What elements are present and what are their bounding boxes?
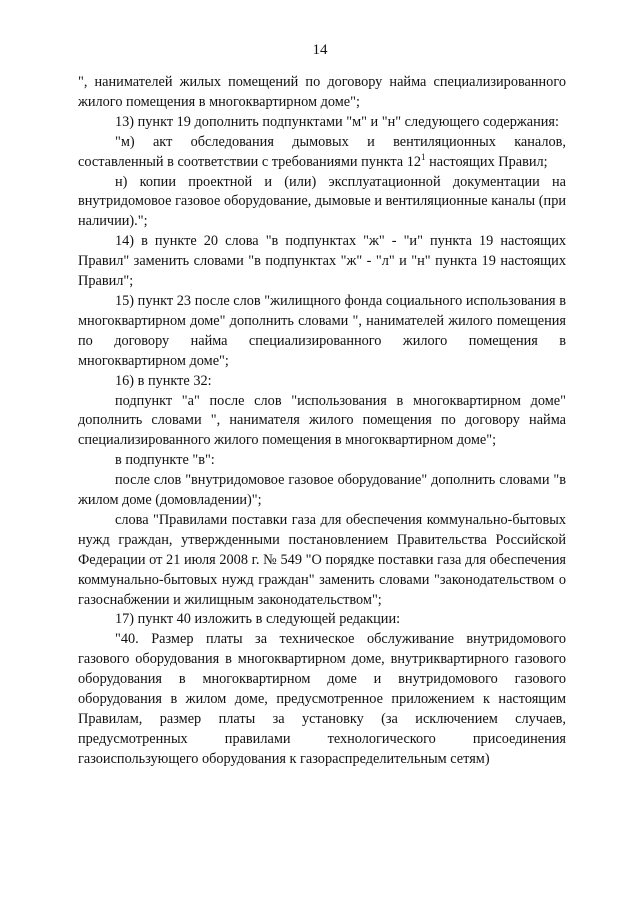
paragraph: 15) пункт 23 после слов "жилищного фонда социального использования в многоквартирном доме" дополнить словами ", нанимателей жилого помещения по договору найма специализированного жилого помещения в многоквартирном доме"; <box>78 292 566 369</box>
paragraph-text: "м) акт обследования дымовых и вентиляционных каналов, составленный в соответствии с требованиями пункта 12 <box>78 133 566 170</box>
paragraph: слова "Правилами поставки газа для обеспечения коммунально-бытовых нужд граждан, утвержденными постановлением Правительства Российской Федерации от 21 июля 2008 г. № 549 "О порядке поставки газа для обеспечения коммунально-бытовых нужд граждан" заменить словами "законодательством о газоснабжении и жилищным законодательством"; <box>78 511 566 608</box>
superscript: 1 <box>421 151 426 162</box>
paragraph: 16) в пункте 32: <box>115 372 212 389</box>
paragraph: н) копии проектной и (или) эксплуатационной документации на внутридомовое газовое оборудование, дымовые и вентиляционные каналы (при наличии)."; <box>78 173 566 230</box>
document-body <box>78 73 566 770</box>
paragraph: ", нанимателей жилых помещений по договору найма специализированного жилого помещения в многоквартирном доме"; <box>78 74 566 110</box>
paragraph <box>78 133 566 173</box>
paragraph: после слов "внутридомовое газовое оборудование" дополнить словами "в жилом доме (домовладении)"; <box>78 472 566 509</box>
paragraph: 13) пункт 19 дополнить подпунктами "м" и "н" следующего содержания: <box>115 113 559 130</box>
paragraph: 17) пункт 40 изложить в следующей редакции: <box>115 611 401 628</box>
paragraph: "40. Размер платы за техническое обслуживание внутридомового газового оборудования в многоквартирном доме, внутриквартирного газового оборудования в многоквартирном доме и внутридомового газового оборудования в жилом доме, предусмотренное приложением к настоящим Правилам, размер платы за установку (за исключением случаев, предусмотренных правилами технологического присоединения газоиспользующего оборудования к газораспределительным сетям) <box>78 631 566 767</box>
paragraph: в подпункте "в": <box>115 452 215 469</box>
paragraph-tail: настоящих Правил; <box>425 153 548 170</box>
paragraph: 14) в пункте 20 слова "в подпунктах "ж" - "и" пункта 19 настоящих Правил" заменить словами "в подпунктах "ж" - "л" и "н" пункта 19 настоящих Правил"; <box>78 233 566 290</box>
page-number: 14 <box>312 42 328 58</box>
paragraph: подпункт "а" после слов "использования в многоквартирном доме" дополнить словами ", нанимателя жилого помещения по договору найма специализированного жилого помещения в многоквартирном доме"; <box>78 392 566 449</box>
